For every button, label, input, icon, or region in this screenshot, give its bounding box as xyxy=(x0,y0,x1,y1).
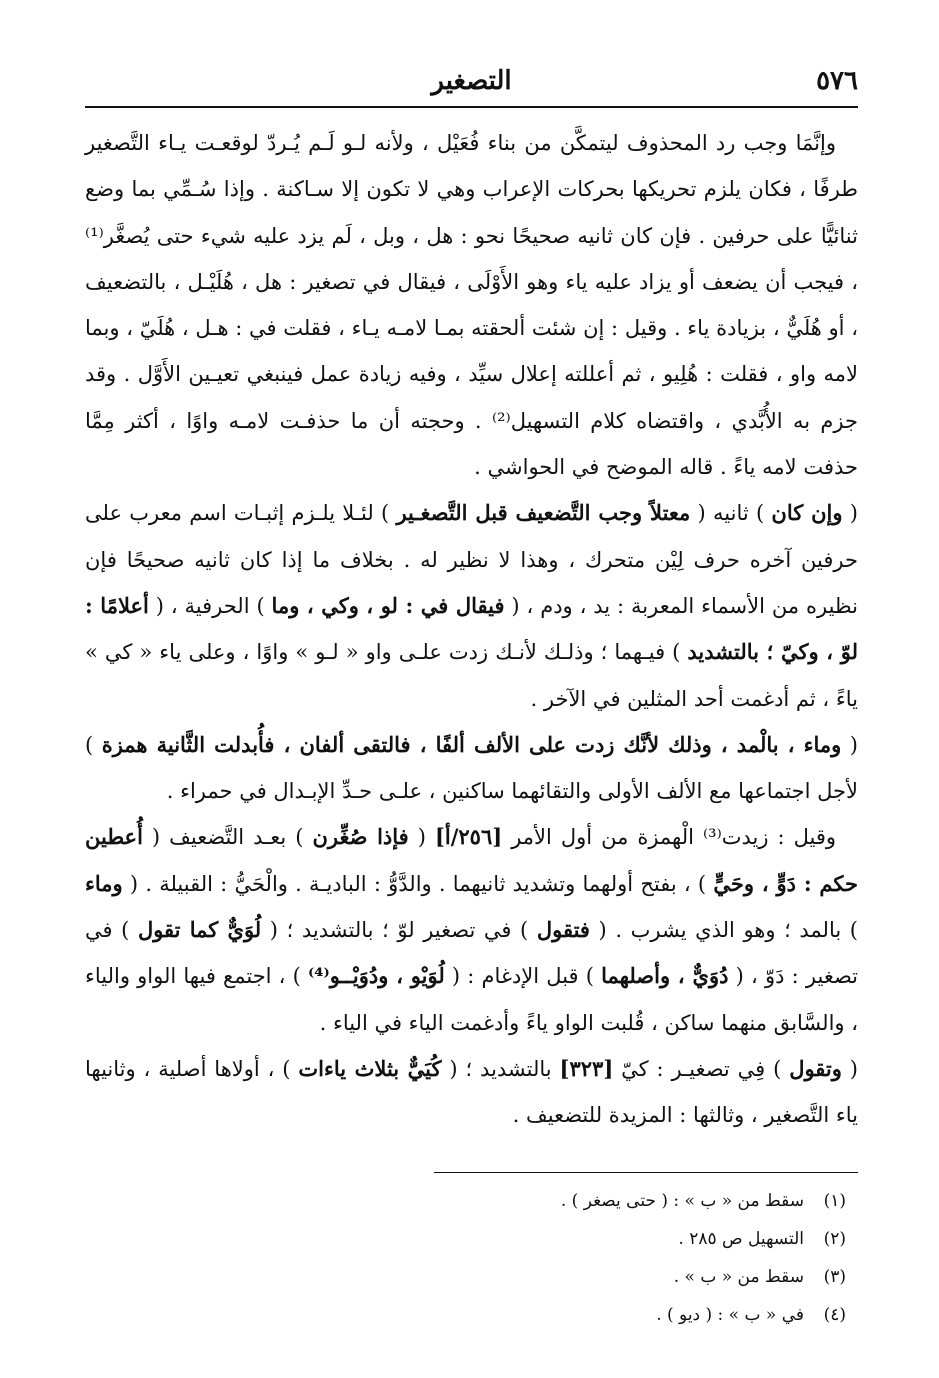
paragraph-1: وإنَّمَا وجب رد المحذوف ليتمكَّن من بناء فُعَيْل ، ولأنه لـو لَـم يُـردّ لوقعـت يـاء التَّصغير طرفًا ، فكان يلزم تحريكها بحركات الإعراب وهي لا تكون إلا سـاكنة . وإذا سُـمِّي بما وضع ثنائيًّا على حرفين . فإن كان ثانيه صحيحًا نحو : هل ، وبل ، لَم يزد عليه شيء حتى يُصغَّر⁽¹⁾ ، فيجب أن يضعف أو يزاد عليه ياء وهو الأَوْلَى ، فيقال في تصغير : هل ، هُلَيْـل ، بالتضعيف ، أو هُلَيٌّ ، بزيادة ياء . وقيل : إن شئت ألحقته بمـا لامـه يـاء ، فقلت في : هـل ، هُلَيّ ، وبما لامه واو ، فقلت : هُلِيو ، ثم أعللته إعلال سيِّد ، وفيه زيادة عمل فينبغي تعيـين الأَوَّل . وقد جزم به الأُبَّدي ، واقتضاه كلام التسهيل⁽²⁾ . وحجته أن ما حذفـت لامـه واوًا ، أكثر مِمَّا حذفت لامه ياءً . قاله الموضح في الحواشي . xyxy=(85,131,858,480)
bold-run: دُوَيٌّ ، وأصلهما xyxy=(601,963,729,989)
manuscript-folio-ref: [٢٥٦/أ] xyxy=(434,824,503,850)
paragraph-2 xyxy=(85,490,858,721)
footnote-number: (١) xyxy=(823,1191,846,1211)
page-number: ٥٧٦ xyxy=(816,66,858,96)
bold-run: وإن كان xyxy=(771,500,843,526)
text-run: ( xyxy=(408,825,435,850)
text-run: ) بالمد ؛ وهو الذي يشرب . ( xyxy=(589,918,858,943)
text-run: بالتشديد ؛ ( xyxy=(441,1056,560,1081)
text-run: ) ثانيه ( xyxy=(690,501,772,526)
main-text xyxy=(85,120,858,1139)
header-rule xyxy=(85,106,858,108)
paragraph-3 xyxy=(85,722,858,815)
text-run: ) ، اجتمع فيها الواو والياء ، والسَّابق منهما ساكن ، قُلبت الواو ياءً وأدغمت الياء في الياء . xyxy=(85,964,858,1035)
footnote-number: (٤) xyxy=(823,1305,846,1325)
text-run: ) لئـلا يلـزم إثبـات اسم معرب على حرفين آخره حرف لِيْن متحرك ، وهذا لا نظير له . بخلاف ما إذا كان ثانيه صحيحًا فإن نظيره من الأسماء المعربة : يد ، ودم ، ( xyxy=(85,501,858,618)
page-header xyxy=(85,66,858,106)
paragraph-5 xyxy=(85,1046,858,1139)
bold-run: وتقول xyxy=(789,1055,842,1081)
text-run: ( xyxy=(841,1056,858,1081)
text-run: ) لأجل اجتماعها مع الألف الأولى والتقائهما ساكنين ، علـى حـدِّ الإبـدال في حمراء . xyxy=(85,732,858,804)
manuscript-folio-ref: [٣٢٣] xyxy=(559,1055,614,1081)
footnote-number: (٢) xyxy=(823,1229,846,1249)
footnote xyxy=(85,1296,858,1334)
text-run: وقيل : زيدت⁽³⁾ الْهمزة من أول الأمر xyxy=(502,825,837,850)
footnote xyxy=(85,1220,858,1258)
text-run: ) بعـد التَّضعيف ( xyxy=(142,825,313,850)
text-run: ) في تصغير لوّ ؛ بالتشديد ؛ ( xyxy=(261,918,537,943)
bold-run: أُعطين حكم : دَوٍّ ، وحَيٍّ xyxy=(85,824,858,896)
running-title: التصغير xyxy=(431,66,512,96)
bold-run: فإذا صُغِّرن xyxy=(312,824,409,850)
bold-run: لُوَيْو ، ودُوَيْــو⁽⁴⁾ xyxy=(308,963,445,989)
bold-run: وماء xyxy=(85,870,123,896)
bold-run: فتقول xyxy=(536,917,590,943)
footnote xyxy=(85,1182,858,1220)
footnote-rule xyxy=(434,1172,858,1173)
footnote-text: سقط من « ب » : ( حتى يصغر ) . xyxy=(560,1191,804,1211)
bold-run: معتلاً وجب التَّضعيف قبل التَّصغـير xyxy=(396,500,691,526)
text-run: ( xyxy=(841,732,858,757)
footnote-number: (٣) xyxy=(823,1267,846,1287)
text-run: ) في تصغير : دَوّ ، ( xyxy=(85,918,859,989)
footnote-text: في « ب » : ( ديو ) . xyxy=(656,1305,804,1325)
footnotes xyxy=(85,1182,858,1334)
text-run: ) الحرفية ، ( xyxy=(148,593,272,618)
text-run: ) فِي تصغيـر : كيّ xyxy=(613,1056,790,1081)
text-run: ) ، أولاها أصلية ، وثانيها ياء التَّصغير ، وثالثها : المزيدة للتضعيف . xyxy=(85,1056,858,1128)
bold-run: وماء ، بالْمد ، وذلك لأنَّك زدت على الألف ألفًا ، فالتقى ألفان ، فأُبدلت الثَّانية همزة xyxy=(101,731,842,757)
paragraph-4 xyxy=(85,814,858,1045)
bold-run: أعلامًا : لوّ ، وكيّ ؛ بالتشديد xyxy=(85,592,858,665)
footnote-text: سقط من « ب » . xyxy=(673,1267,804,1287)
footnote xyxy=(85,1258,858,1296)
bold-run: كُيَيٌّ بثلاث ياءات xyxy=(298,1055,442,1081)
bold-run: فيقال في : لو ، وكي ، وما xyxy=(271,592,505,618)
text-run: ) ، بفتح أولهما وتشديد ثانيهما . والدَّوُّ : الباديـة . والْحَيُّ : القبيلة . ( xyxy=(122,871,714,896)
footnote-text: التسهيل ص ٢٨٥ . xyxy=(678,1229,804,1249)
text-run: ) فيـهما ؛ وذلـك لأنـك زدت علـى واو « لـو » واوًا ، وعلى ياء « كي » ياءً ، ثم أدغمت أحد المثلين في الآخر . xyxy=(85,640,858,711)
text-run: ( xyxy=(842,501,859,526)
text-run: ) قبل الإدغام : ( xyxy=(444,964,602,989)
bold-run: لُوَيٌّ كما تقول xyxy=(137,917,262,943)
